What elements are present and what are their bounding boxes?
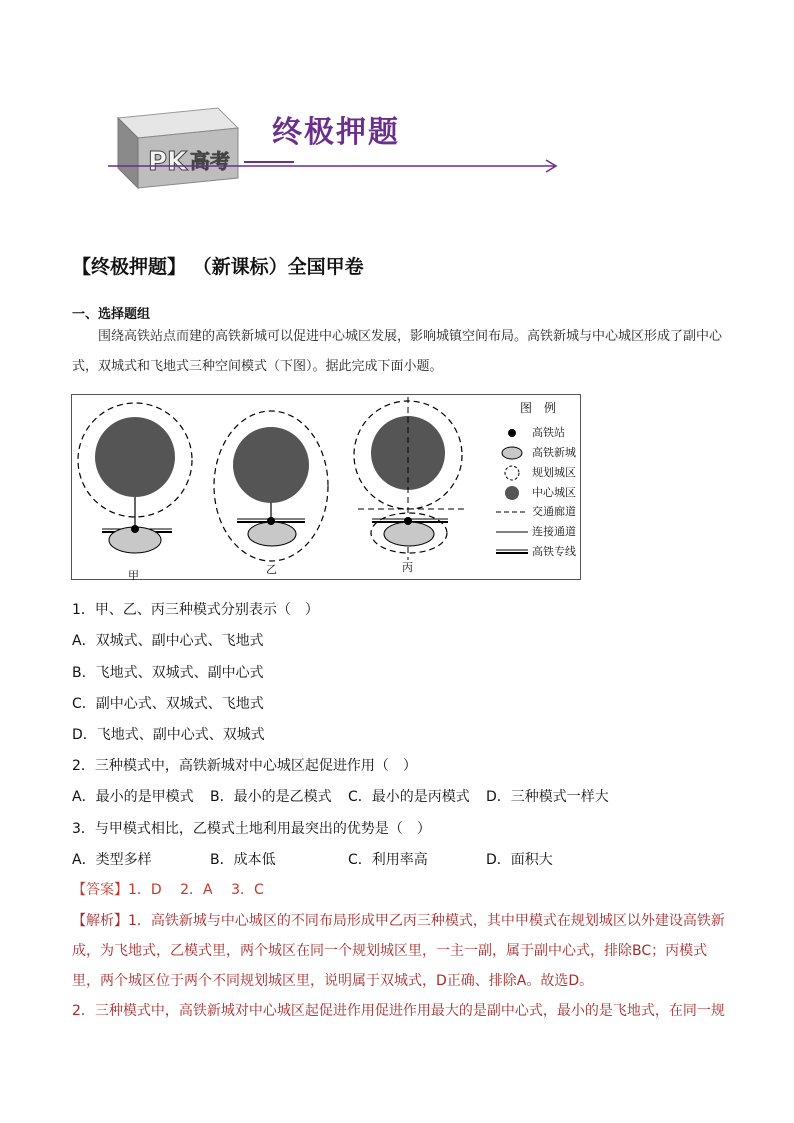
analysis-tag: 【解析】 bbox=[72, 913, 128, 929]
question-2-options bbox=[72, 786, 609, 806]
question-1-stem: 1．甲、乙、丙三种模式分别表示（ ） bbox=[72, 602, 319, 618]
answer-line bbox=[72, 879, 264, 899]
question-2-option-c[interactable]: C．最小的是丙模式 bbox=[348, 789, 470, 805]
question-2-option-a[interactable]: A．最小的是甲模式 bbox=[72, 789, 194, 805]
question-1-option-d[interactable]: D．飞地式、副中心式、双城式 bbox=[72, 727, 265, 743]
diagram-drawing bbox=[72, 395, 582, 581]
analysis-block bbox=[72, 906, 726, 1026]
mode-label-yi: 乙 bbox=[266, 563, 277, 576]
mode-label-jia: 甲 bbox=[128, 569, 139, 582]
mode-bing-drawing bbox=[354, 397, 468, 560]
svg-text:PK: PK bbox=[148, 147, 188, 177]
question-3-option-c[interactable]: C．利用率高 bbox=[348, 852, 428, 868]
legend-label-hsr-line: 高铁专线 bbox=[532, 545, 576, 558]
analysis-paragraph-1: 1．高铁新城与中心城区的不同布局形成甲乙丙三种模式，其中甲模式在规划城区以外建设高铁新成，为飞地式，乙模式里，两个城区在同一个规划城区里，一主一副，属于副中心式，排除BC；丙模式里，两个城区位于两个不同规划城区里，说明属于双城式，D正确、排除A。故选D。 bbox=[72, 913, 725, 989]
question-3-option-a[interactable]: A．类型多样 bbox=[72, 852, 152, 868]
question-3-stem: 3．与甲模式相比，乙模式土地利用最突出的优势是（ ） bbox=[72, 821, 431, 837]
legend-label-corridor: 交通廊道 bbox=[532, 505, 576, 518]
mode-label-bing: 丙 bbox=[402, 561, 413, 574]
analysis-paragraph-2: 2．三种模式中，高铁新城对中心城区起促进作用促进作用最大的是副中心式，最小的是飞地式，在同一规 bbox=[72, 1003, 725, 1019]
legend-label-new-city: 高铁新城 bbox=[532, 446, 576, 459]
svg-text:高考: 高考 bbox=[190, 149, 230, 173]
question-1-option-a[interactable]: A．双城式、副中心式、飞地式 bbox=[72, 633, 264, 649]
question-3-option-d[interactable]: D．面积大 bbox=[486, 852, 553, 868]
mode-yi-drawing bbox=[214, 411, 328, 561]
question-2-option-b[interactable]: B．最小的是乙模式 bbox=[210, 789, 332, 805]
question-1-option-b[interactable]: B．飞地式、双城式、副中心式 bbox=[72, 665, 264, 681]
answer-tag: 【答案】 bbox=[72, 882, 128, 898]
question-2-option-d[interactable]: D．三种模式一样大 bbox=[486, 789, 609, 805]
spatial-mode-diagram bbox=[71, 394, 581, 580]
page-title: 【终极押题】 （新课标）全国甲卷 bbox=[72, 256, 364, 278]
legend-label-station: 高铁站 bbox=[532, 426, 565, 439]
legend-symbols bbox=[496, 429, 528, 553]
section-title: 一、选择题组 bbox=[72, 307, 151, 322]
legend-label-planned-area: 规划城区 bbox=[532, 466, 576, 479]
answer-text: 1．D 2．A 3．C bbox=[128, 882, 264, 898]
question-3-options bbox=[72, 849, 553, 869]
question-1-option-c[interactable]: C．副中心式、双城式、飞地式 bbox=[72, 696, 264, 712]
intro-paragraph: 围绕高铁站点而建的高铁新城可以促进中心城区发展，影响城镇空间布局。高铁新城与中心城区形成了副中心式，双城式和飞地式三种空间模式（下图）。据此完成下面小题。 bbox=[72, 329, 723, 374]
legend-title: 图 例 bbox=[520, 401, 557, 415]
question-2-stem: 2．三种模式中，高铁新城对中心城区起促进作用（ ） bbox=[72, 758, 417, 774]
legend-label-connection: 连接通道 bbox=[532, 525, 576, 538]
mode-jia-drawing bbox=[78, 403, 192, 553]
question-3-option-b[interactable]: B．成本低 bbox=[210, 852, 276, 868]
legend-label-central-city: 中心城区 bbox=[532, 486, 576, 499]
banner-title: 终极押题 bbox=[272, 115, 400, 150]
